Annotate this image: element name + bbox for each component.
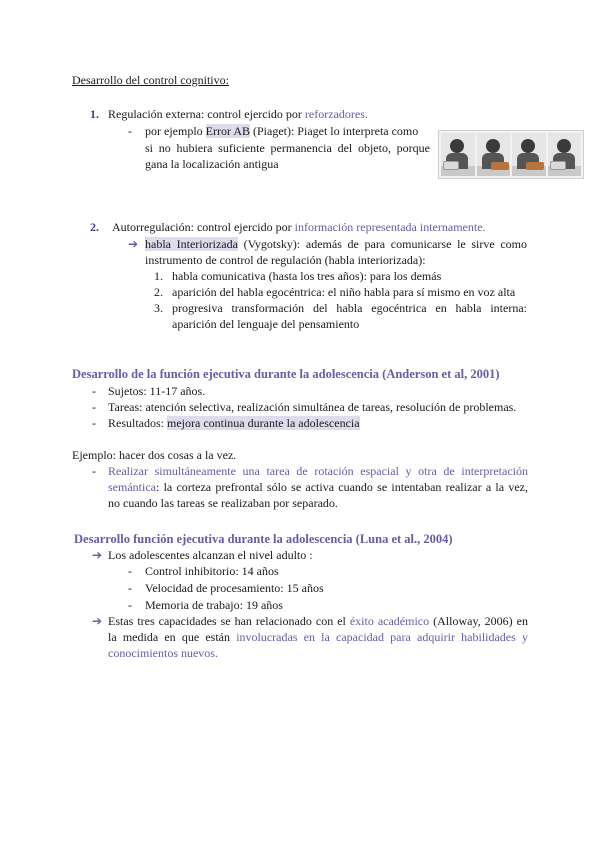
numbered-item-1-text: habla comunicativa (hasta los tres años): para los demás	[172, 269, 442, 283]
example-label: Ejemplo: hacer dos cosas a la vez.	[72, 448, 237, 462]
arrow-bullet: ➔	[128, 237, 139, 251]
bullet-prefix: Resultados:	[108, 416, 167, 430]
bullet-sujetos: Sujetos: 11-17 años.	[108, 384, 206, 398]
point-nivel-adulto: Los adolescentes alcanzan el nivel adulto :	[108, 548, 313, 562]
sub-item-line-2: si no hubiera suficiente permanencia del objeto, porque	[145, 141, 430, 155]
point-line-3: conocimientos nuevos.	[108, 646, 218, 660]
example-accent: semántica	[108, 480, 156, 494]
bullet-dash: -	[92, 416, 96, 430]
numbered-item-2-text: aparición del habla egocéntrica: el niño habla para sí mismo en voz alta	[172, 285, 516, 299]
list-number: 2.	[154, 285, 163, 299]
sub-item-line-1	[145, 123, 418, 139]
highlight-habla-interiorizada: habla Interiorizada	[145, 237, 238, 251]
point-accent: involucradas en la capacidad para adquirir habilidades y	[236, 630, 528, 644]
bullet-tareas: Tareas: atención selectiva, realización simultánea de tareas, resolución de problemas.	[108, 400, 517, 414]
image-frame	[441, 133, 475, 176]
sub-item-line-2: instrumento de control de regulación (habla interiorizada):	[145, 253, 426, 267]
section-title-anderson: Desarrollo de la función ejecutiva durante la adolescencia (Anderson et al, 2001)	[72, 367, 500, 381]
sub-rest: (Piaget): Piaget lo interpreta como	[249, 124, 419, 138]
list-number: 1.	[90, 107, 99, 121]
sub-velocidad: Velocidad de procesamiento: 15 años	[145, 581, 324, 595]
item-accent: reforzadores.	[304, 107, 368, 121]
highlight-error-ab: Error AB	[205, 124, 250, 138]
sub-prefix: por ejemplo	[145, 124, 206, 138]
numbered-item-2	[154, 284, 163, 300]
image-frame	[477, 133, 511, 176]
list-item-1	[90, 106, 368, 122]
item-period: .	[482, 220, 486, 234]
point-text: Estas tres capacidades se han relacionado con el	[108, 614, 350, 628]
numbered-item-3-cont: aparición del lenguaje del pensamiento	[172, 317, 360, 331]
example-rest: : la corteza prefrontal sólo se activa cuando se intentaban realizar a la vez,	[155, 480, 528, 494]
item-accent: información representada internamente	[294, 220, 483, 234]
piaget-experiment-image	[438, 130, 584, 179]
sub-rest: (Vygotsky): además de para comunicarse le sirve como	[237, 237, 527, 251]
list-number: 2.	[90, 220, 99, 234]
numbered-item-3-text: progresiva transformación del habla egocéntrica en habla interna:	[172, 301, 527, 315]
item-text: Autorregulación: control ejercido por	[112, 220, 295, 234]
list-number: 1.	[154, 269, 163, 283]
example-line-3: no cuando las tareas se realizaban por separado.	[108, 496, 338, 510]
bullet-resultados	[108, 415, 360, 431]
list-number: 3.	[154, 301, 163, 315]
highlight-mejora: mejora continua durante la adolescencia	[167, 416, 360, 430]
section-title-control-cognitivo: Desarrollo del control cognitivo:	[72, 73, 229, 87]
bullet-dash: -	[92, 400, 96, 414]
numbered-item-3	[154, 300, 163, 316]
sub-control-inhibitorio: Control inhibitorio: 14 años	[145, 564, 279, 578]
image-frame	[548, 133, 582, 176]
bullet-dash: -	[92, 464, 96, 478]
example-line-2	[108, 479, 528, 495]
bullet-dash: -	[92, 384, 96, 398]
bullet-dash: -	[128, 124, 132, 138]
arrow-bullet: ➔	[92, 614, 103, 628]
list-item-2	[90, 219, 486, 235]
point-line-2	[108, 629, 528, 645]
point-accent: éxito académico	[349, 614, 430, 628]
item-text: Regulación externa: control ejercido por	[108, 107, 305, 121]
sub-memoria: Memoria de trabajo: 19 años	[145, 598, 283, 612]
bullet-dash: -	[128, 581, 132, 595]
section-title-luna: Desarrollo función ejecutiva durante la adolescencia (Luna et al., 2004)	[74, 532, 453, 546]
arrow-bullet: ➔	[92, 548, 103, 562]
example-line-1: Realizar simultáneamente una tarea de rotación espacial y otra de interpretación	[108, 464, 528, 478]
point-line-1	[108, 613, 528, 629]
bullet-dash: -	[128, 598, 132, 612]
bullet-dash: -	[128, 564, 132, 578]
sub-item-line-1	[145, 236, 527, 252]
point-text: la medida en que están	[108, 630, 237, 644]
numbered-item-1	[154, 268, 163, 284]
sub-item-line-3: gana la localización antigua	[145, 157, 279, 171]
image-frame	[512, 133, 546, 176]
point-text: (Alloway, 2006) en	[429, 614, 528, 628]
